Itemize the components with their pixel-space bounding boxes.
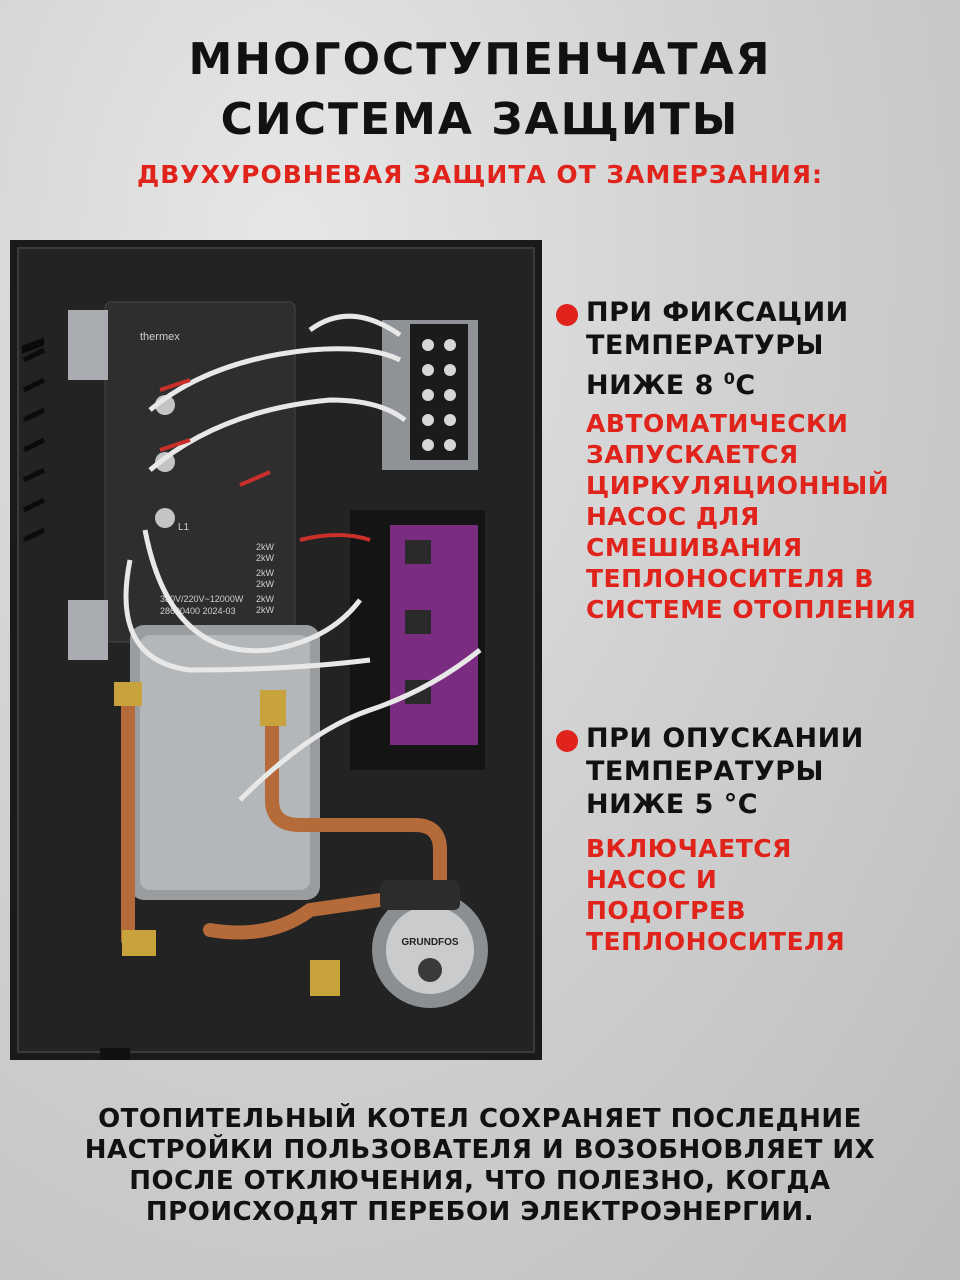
element-label: L1: [178, 522, 190, 533]
level2-heading-line: ПРИ ОПУСКАНИИ: [586, 723, 864, 754]
level1-text-line: НАСОС ДЛЯ: [586, 502, 760, 531]
level1-heading-line: ТЕМПЕРАТУРЫ: [586, 330, 824, 361]
level1-text-line: СИСТЕМЕ ОТОПЛЕНИЯ: [586, 595, 917, 624]
level1-heading-line: ПРИ ФИКСАЦИИ: [586, 297, 849, 328]
brand-label: thermex: [140, 331, 180, 343]
footer-line: НАСТРОЙКИ ПОЛЬЗОВАТЕЛЯ И ВОЗОБНОВЛЯЕТ ИХ: [84, 1135, 876, 1165]
level2-text-line: ПОДОГРЕВ: [586, 896, 747, 925]
level1-temp-sup: 0: [723, 369, 736, 388]
level2-heading-line: ТЕМПЕРАТУРЫ: [586, 756, 824, 787]
boiler-internals-photo: [10, 240, 542, 1060]
page-title-line-2: СИСТЕМА ЗАЩИТЫ: [220, 94, 740, 145]
level1-temperature: [586, 362, 946, 402]
level2-heading-line: НИЖЕ 5 °С: [586, 789, 759, 820]
level1-temp-prefix: НИЖЕ 8: [586, 370, 724, 401]
stage-label: 2kW: [256, 594, 274, 604]
freeze-protection-level-1: [556, 296, 946, 625]
level2-text-line: НАСОС И: [586, 865, 718, 894]
rating-plate: 380V/220V~12000W: [160, 594, 244, 604]
level1-text-line: ЗАПУСКАЕТСЯ: [586, 440, 799, 469]
serial-plate: 28600400 2024-03: [160, 606, 236, 616]
footer-note: [30, 1104, 930, 1228]
level2-text-line: ТЕПЛОНОСИТЕЛЯ: [586, 927, 846, 956]
stage-label: 2kW: [256, 568, 274, 578]
footer-line: ПРОИСХОДЯТ ПЕРЕБОИ ЭЛЕКТРОЭНЕРГИИ.: [145, 1197, 815, 1227]
bullet-dot-icon: [556, 730, 578, 752]
level2-text-line: ВКЛЮЧАЕТСЯ: [586, 834, 792, 863]
page-title-line-1: МНОГОСТУПЕНЧАТАЯ: [188, 34, 772, 85]
pump-brand-label: GRUNDFOS: [401, 937, 459, 948]
footer-line: ОТОПИТЕЛЬНЫЙ КОТЕЛ СОХРАНЯЕТ ПОСЛЕДНИЕ: [98, 1104, 862, 1134]
page-subtitle: ДВУХУРОВНЕВАЯ ЗАЩИТА ОТ ЗАМЕРЗАНИЯ:: [136, 160, 823, 189]
stage-label: 2kW: [256, 605, 274, 615]
level1-text-line: ЦИРКУЛЯЦИОННЫЙ: [586, 471, 890, 500]
level1-temp-unit: С: [735, 370, 756, 401]
bullet-dot-icon: [556, 304, 578, 326]
level1-text-line: АВТОМАТИЧЕСКИ: [586, 409, 849, 438]
freeze-protection-level-2: [556, 722, 946, 957]
footer-line: ПОСЛЕ ОТКЛЮЧЕНИЯ, ЧТО ПОЛЕЗНО, КОГДА: [129, 1166, 831, 1196]
stage-label: 2kW: [256, 579, 274, 589]
stage-label: 2kW: [256, 542, 274, 552]
level1-text-line: СМЕШИВАНИЯ: [586, 533, 803, 562]
stage-label: 2kW: [256, 553, 274, 563]
level1-text-line: ТЕПЛОНОСИТЕЛЯ В: [586, 564, 874, 593]
